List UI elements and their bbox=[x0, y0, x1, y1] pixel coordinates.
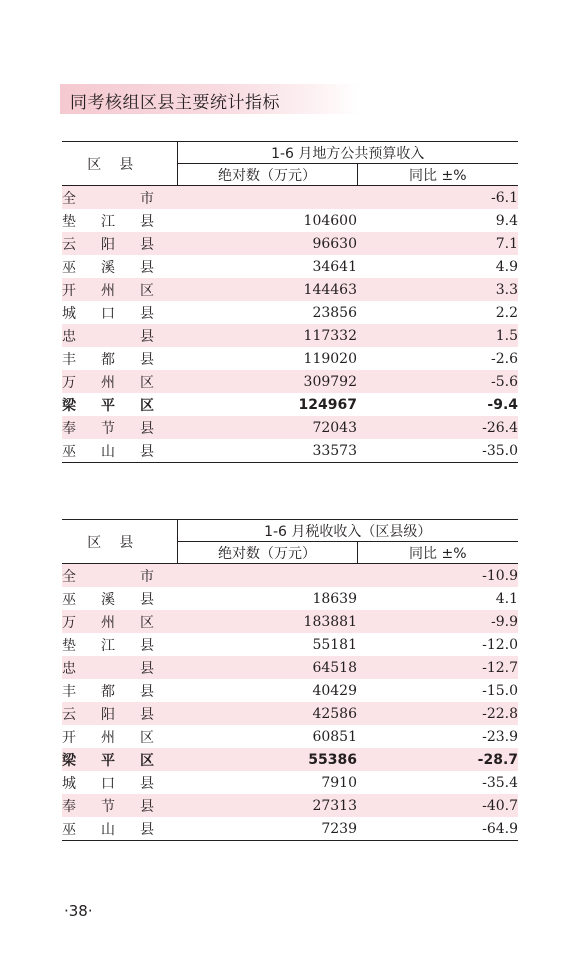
yoy-value: -10.9 bbox=[357, 564, 518, 588]
absolute-value: 72043 bbox=[177, 416, 357, 439]
region-name: 奉 节 县 bbox=[62, 416, 177, 439]
table-row bbox=[62, 278, 518, 301]
absolute-value: 18639 bbox=[312, 590, 357, 607]
region-name: 垫 江 县 bbox=[62, 637, 154, 654]
table-row bbox=[62, 748, 518, 771]
yoy-value: -5.6 bbox=[357, 370, 518, 393]
absolute-value bbox=[177, 564, 357, 588]
region-name: 城 口 县 bbox=[62, 775, 154, 792]
table-row bbox=[62, 255, 518, 278]
yoy-value: 4.9 bbox=[495, 258, 519, 275]
region-name: 巫 山 县 bbox=[62, 817, 177, 841]
yoy-value: -64.9 bbox=[357, 817, 518, 841]
region-name: 忠 县 bbox=[62, 324, 177, 347]
region-name: 梁 平 区 bbox=[62, 748, 177, 771]
absolute-value: 42586 bbox=[177, 702, 357, 725]
absolute-value: 144463 bbox=[177, 278, 357, 301]
table-row bbox=[62, 232, 518, 255]
yoy-value: -2.6 bbox=[491, 350, 519, 367]
absolute-value: 23856 bbox=[312, 304, 357, 321]
region-name: 丰 都 县 bbox=[62, 351, 154, 368]
table-row bbox=[62, 564, 518, 588]
region-name: 云 阳 县 bbox=[62, 702, 177, 725]
region-name: 万 州 区 bbox=[62, 370, 177, 393]
table-row bbox=[62, 610, 518, 633]
tax-revenue-table bbox=[62, 519, 518, 841]
yoy-value: -22.8 bbox=[357, 702, 518, 725]
region-header: 区县 bbox=[62, 142, 177, 186]
table-row bbox=[62, 794, 518, 817]
yoy-value: 3.3 bbox=[357, 278, 518, 301]
absolute-value: 117332 bbox=[177, 324, 357, 347]
page-number: ·38· bbox=[64, 902, 93, 920]
absolute-value: 55181 bbox=[312, 636, 357, 653]
absolute-value: 34641 bbox=[312, 258, 357, 275]
absolute-value: 64518 bbox=[177, 656, 357, 679]
region-name: 巫 山 县 bbox=[62, 439, 177, 463]
region-name: 开 州 区 bbox=[62, 729, 154, 746]
page-title: 同考核组区县主要统计指标 bbox=[70, 93, 280, 113]
group-header: 1-6 月地方公共预算收入 bbox=[177, 142, 518, 164]
table-row bbox=[62, 587, 518, 610]
table-row bbox=[62, 393, 518, 416]
region-name: 全 市 bbox=[62, 564, 177, 588]
table-row bbox=[62, 324, 518, 347]
group-header: 1-6 月税收收入（区县级） bbox=[177, 520, 518, 542]
table-row bbox=[62, 656, 518, 679]
yoy-value: 7.1 bbox=[357, 232, 518, 255]
yoy-value: -35.0 bbox=[357, 439, 518, 463]
yoy-header: 同比 ±% bbox=[357, 542, 518, 564]
absolute-value: 60851 bbox=[312, 728, 357, 745]
table-row bbox=[62, 725, 518, 748]
region-name: 垫 江 县 bbox=[62, 213, 154, 230]
yoy-value: -12.7 bbox=[357, 656, 518, 679]
yoy-value: -15.0 bbox=[482, 682, 519, 699]
table-row bbox=[62, 416, 518, 439]
table-row bbox=[62, 301, 518, 324]
table-row bbox=[62, 771, 518, 794]
region-name: 云 阳 县 bbox=[62, 232, 177, 255]
region-name: 梁 平 区 bbox=[62, 397, 154, 414]
yoy-value: 9.4 bbox=[495, 212, 519, 229]
absolute-value: 119020 bbox=[303, 350, 357, 367]
region-name: 忠 县 bbox=[62, 656, 177, 679]
yoy-header: 同比 ±% bbox=[357, 164, 518, 186]
yoy-value: -35.4 bbox=[482, 774, 519, 791]
region-name: 巫 溪 县 bbox=[62, 259, 154, 276]
absolute-value: 27313 bbox=[177, 794, 357, 817]
absolute-value: 40429 bbox=[312, 682, 357, 699]
region-header: 区县 bbox=[62, 520, 177, 564]
region-name: 巫 溪 县 bbox=[62, 591, 154, 608]
region-name: 开 州 区 bbox=[62, 278, 177, 301]
yoy-value: -9.4 bbox=[487, 396, 519, 413]
absolute-value: 7910 bbox=[321, 774, 357, 791]
absolute-value: 7239 bbox=[177, 817, 357, 841]
table-row bbox=[62, 347, 518, 370]
absolute-header: 绝对数（万元） bbox=[177, 164, 357, 186]
yoy-value: 4.1 bbox=[495, 590, 519, 607]
yoy-value: 1.5 bbox=[357, 324, 518, 347]
region-name: 丰 都 县 bbox=[62, 683, 154, 700]
table-row bbox=[62, 186, 518, 210]
yoy-value: -9.9 bbox=[357, 610, 518, 633]
yoy-value: -23.9 bbox=[482, 728, 519, 745]
absolute-value: 33573 bbox=[177, 439, 357, 463]
absolute-value: 104600 bbox=[303, 212, 357, 229]
table-row bbox=[62, 633, 518, 656]
absolute-value: 124967 bbox=[298, 396, 357, 413]
yoy-value: -12.0 bbox=[482, 636, 519, 653]
yoy-value: -26.4 bbox=[357, 416, 518, 439]
table-row bbox=[62, 702, 518, 725]
absolute-value: 55386 bbox=[177, 748, 357, 771]
absolute-value bbox=[177, 186, 357, 210]
yoy-value: -28.7 bbox=[357, 748, 518, 771]
yoy-value: -6.1 bbox=[357, 186, 518, 210]
region-name: 万 州 区 bbox=[62, 610, 177, 633]
absolute-value: 183881 bbox=[177, 610, 357, 633]
yoy-value: -40.7 bbox=[357, 794, 518, 817]
table-row bbox=[62, 209, 518, 232]
absolute-value: 96630 bbox=[177, 232, 357, 255]
region-name: 奉 节 县 bbox=[62, 794, 177, 817]
table-row bbox=[62, 679, 518, 702]
table-row bbox=[62, 439, 518, 463]
yoy-value: 2.2 bbox=[495, 304, 519, 321]
absolute-header: 绝对数（万元） bbox=[177, 542, 357, 564]
budget-revenue-table bbox=[62, 141, 518, 463]
absolute-value: 309792 bbox=[177, 370, 357, 393]
table-row bbox=[62, 370, 518, 393]
table-row bbox=[62, 817, 518, 841]
region-name: 城 口 县 bbox=[62, 305, 154, 322]
region-name: 全 市 bbox=[62, 186, 177, 210]
